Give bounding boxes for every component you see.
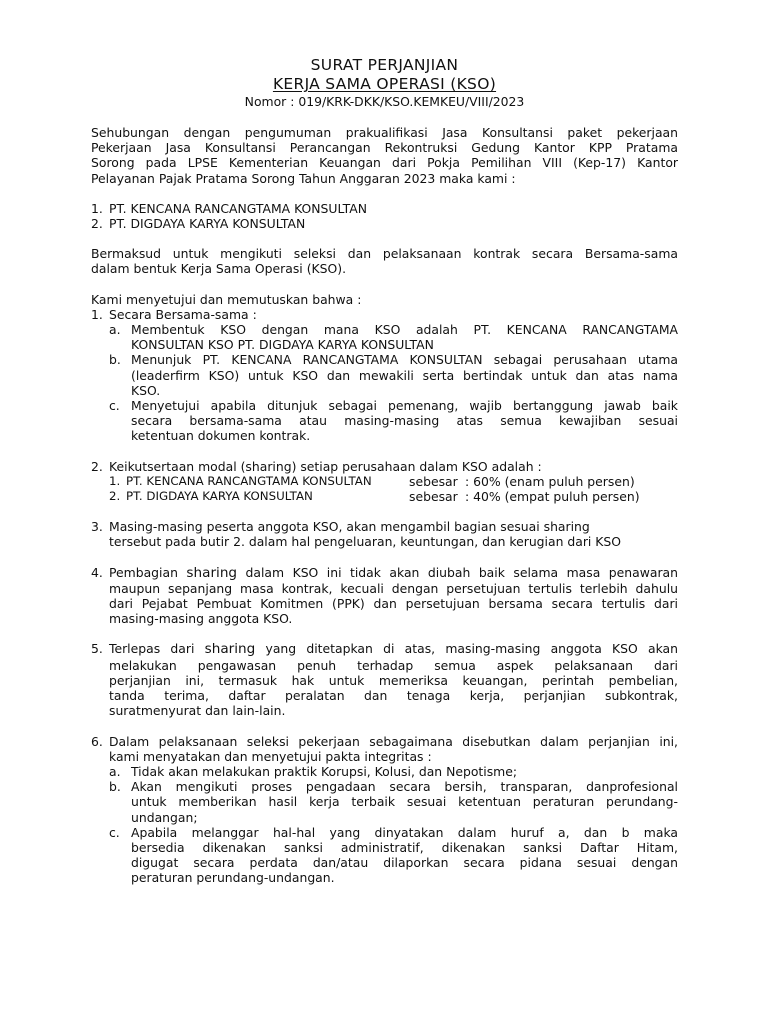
share-row (91, 489, 678, 504)
sub-letter: b. (109, 352, 121, 368)
clause-heading (91, 459, 678, 474)
clause-text (109, 734, 678, 764)
party-item (91, 216, 678, 231)
sub-letter: c. (109, 398, 120, 414)
party-number: 2. (91, 216, 103, 232)
text-line: KSO. (131, 382, 161, 398)
sub-item (91, 398, 678, 444)
text-line: undangan; (131, 809, 198, 825)
text-line: Bermaksud untuk mengikuti seleksi dan pelaksanaan kontrak secara Bersama-sama (91, 246, 678, 262)
clause-number: 4. (91, 564, 103, 580)
sub-letter: a. (109, 763, 121, 779)
sub-text (131, 764, 678, 779)
sub-item (91, 322, 678, 352)
text-line: Tidak akan melakukan praktik Korupsi, Kolusi, dan Nepotisme; (131, 763, 518, 779)
emphasis-word: sharing (186, 564, 238, 581)
text-line: secara bersama-sama atau masing-masing atas semua kewajiban sesuai (131, 413, 678, 429)
share-label: sebesar (409, 473, 458, 489)
document-subtitle: KERJA SAMA OPERASI (KSO) (272, 75, 497, 93)
text-line: dalam bentuk Kerja Sama Operasi (KSO). (91, 261, 347, 277)
text-line: suratmenyurat dan lain-lain. (109, 703, 286, 719)
text-line: Apabila melanggar hal-hal yang dinyatakan dalam huruf a, dan b maka (131, 824, 678, 840)
clause-4 (91, 565, 678, 627)
sub-text (131, 825, 678, 886)
spacer (91, 444, 678, 459)
text-line: bersedia dikenakan sanksi administratif, dikenakan sanksi Daftar Hitam, (131, 839, 678, 855)
text-line: digugat secara perdata dan/atau dilaporkan secara pidana sesuai dengan (131, 855, 678, 871)
text-line (109, 641, 678, 657)
document-title: SURAT PERJANJIAN (310, 56, 459, 74)
sub-letter: c. (109, 824, 120, 840)
text-fragment: Pembagian (109, 564, 187, 580)
text-line: Pekerjaan Jasa Konsultansi Perancangan Rekontruksi Gedung Kantor KPP Pratama (91, 140, 678, 156)
text-line: Sorong pada LPSE Kementerian Keuangan dari Pokja Pemilihan VIII (Kep-17) Kantor (91, 155, 678, 171)
clause-number: 1. (91, 306, 103, 322)
document-number: Nomor : 019/KRK-DKK/KSO.KEMKEU/VIII/2023 (244, 94, 525, 109)
share-value: : 60% (enam puluh persen) (465, 473, 635, 489)
spacer (91, 719, 678, 734)
sub-text (131, 779, 678, 825)
sub-item (91, 825, 678, 886)
emphasis-word: sharing (204, 641, 256, 658)
spacer (91, 504, 678, 519)
clause-heading (91, 734, 678, 764)
clause-6 (91, 734, 678, 886)
spacer (91, 550, 678, 565)
share-number: 1. (109, 473, 121, 488)
text-line: Masing-masing peserta anggota KSO, akan mengambil bagian sesuai sharing (109, 519, 590, 535)
clause-text (109, 641, 678, 718)
party-number: 1. (91, 200, 103, 216)
text-line: untuk memberikan hasil kerja terbaik sesuai ketentuan peraturan perundang- (131, 794, 678, 810)
share-number: 2. (109, 489, 121, 504)
text-line (109, 565, 678, 581)
clause-text (109, 519, 678, 549)
text-line: peraturan perundang-undangan. (131, 870, 335, 886)
intro-paragraph (91, 125, 678, 186)
sub-letter: b. (109, 779, 121, 795)
clause-3 (91, 519, 678, 549)
text-line: Menunjuk PT. KENCANA RANCANGTAMA KONSULTAN sebagai perusahaan utama (131, 352, 678, 368)
text-line: Menyetujui apabila ditunjuk sebagai pemenang, wajib bertanggung jawab baik (131, 398, 678, 414)
text-line: (leaderfirm KSO) untuk KSO dan mewakili serta bertindak untuk dan atas nama (131, 367, 678, 383)
sub-text (131, 322, 678, 352)
text-line: maupun sepanjang masa kontrak, kecuali dengan persetujuan tertulis terlebih dahulu (109, 580, 678, 596)
parties-list (91, 201, 678, 231)
sub-letter: a. (109, 322, 121, 338)
text-line: kami menyatakan dan menyetujui pakta integritas : (109, 748, 432, 764)
share-company: PT. KENCANA RANCANGTAMA KONSULTAN (126, 473, 372, 488)
party-name: PT. DIGDAYA KARYA KONSULTAN (109, 216, 306, 232)
sub-text (131, 398, 678, 444)
clause-number: 3. (91, 519, 103, 535)
share-company: PT. DIGDAYA KARYA KONSULTAN (126, 489, 313, 504)
purpose-paragraph (91, 246, 678, 276)
clause-text: Secara Bersama-sama : (109, 306, 257, 322)
text-line: perjanjian ini, termasuk hak untuk memeriksa keuangan, perintah pembelian, (109, 672, 678, 688)
sub-item (91, 779, 678, 825)
sub-text (131, 352, 678, 398)
clause-1 (91, 307, 678, 444)
spacer (91, 626, 678, 641)
party-item (91, 201, 678, 216)
sub-item (91, 352, 678, 398)
party-name: PT. KENCANA RANCANGTAMA KONSULTAN (109, 200, 368, 216)
agreement-intro: Kami menyetujui dan memutuskan bahwa : (91, 291, 362, 307)
text-fragment: dalam KSO ini tidak akan diubah baik selama masa penawaran (237, 564, 679, 580)
share-label: sebesar (409, 489, 458, 505)
clause-number: 6. (91, 733, 103, 749)
text-line: Sehubungan dengan pengumuman prakualifikasi Jasa Konsultansi paket pekerjaan (91, 125, 678, 140)
share-row (91, 474, 678, 489)
clause-text (109, 565, 678, 627)
text-line: melakukan pengawasan penuh terhadap semua aspek pelaksanaan dari (109, 657, 678, 673)
text-fragment: yang ditetapkan di atas, masing-masing anggota KSO akan (255, 641, 678, 657)
clause-number: 5. (91, 641, 103, 657)
sub-item (91, 764, 678, 779)
text-line: dari Pejabat Pembuat Komitmen (PPK) dan persetujuan bersama secara tertulis dari (109, 596, 678, 612)
text-line: tanda terima, daftar peralatan dan tenaga kerja, perjanjian subkontrak, (109, 688, 678, 704)
text-line: masing-masing anggota KSO. (109, 611, 293, 627)
text-line: Membentuk KSO dengan mana KSO adalah PT. KENCANA RANCANGTAMA (131, 322, 678, 338)
text-line: tersebut pada butir 2. dalam hal pengeluaran, keuntungan, dan kerugian dari KSO (109, 534, 622, 550)
text-line: KONSULTAN KSO PT. DIGDAYA KARYA KONSULTAN (131, 337, 434, 353)
clause-heading (91, 307, 678, 322)
clause-text: Keikutsertaan modal (sharing) setiap perusahaan dalam KSO adalah : (109, 458, 542, 474)
clause-2 (91, 459, 678, 505)
clause-number: 2. (91, 458, 103, 474)
text-line: Akan mengikuti proses pengadaan secara bersih, transparan, danprofesional (131, 779, 678, 795)
share-value: : 40% (empat puluh persen) (465, 489, 640, 505)
text-line: Dalam pelaksanaan seleksi pekerjaan sebagaimana disebutkan dalam perjanjian ini, (109, 733, 678, 749)
clause-5 (91, 641, 678, 718)
text-line: ketentuan dokumen kontrak. (131, 428, 311, 444)
text-fragment: Terlepas dari (109, 641, 205, 657)
text-line: Pelayanan Pajak Pratama Sorong Tahun Anggaran 2023 maka kami : (91, 170, 516, 186)
